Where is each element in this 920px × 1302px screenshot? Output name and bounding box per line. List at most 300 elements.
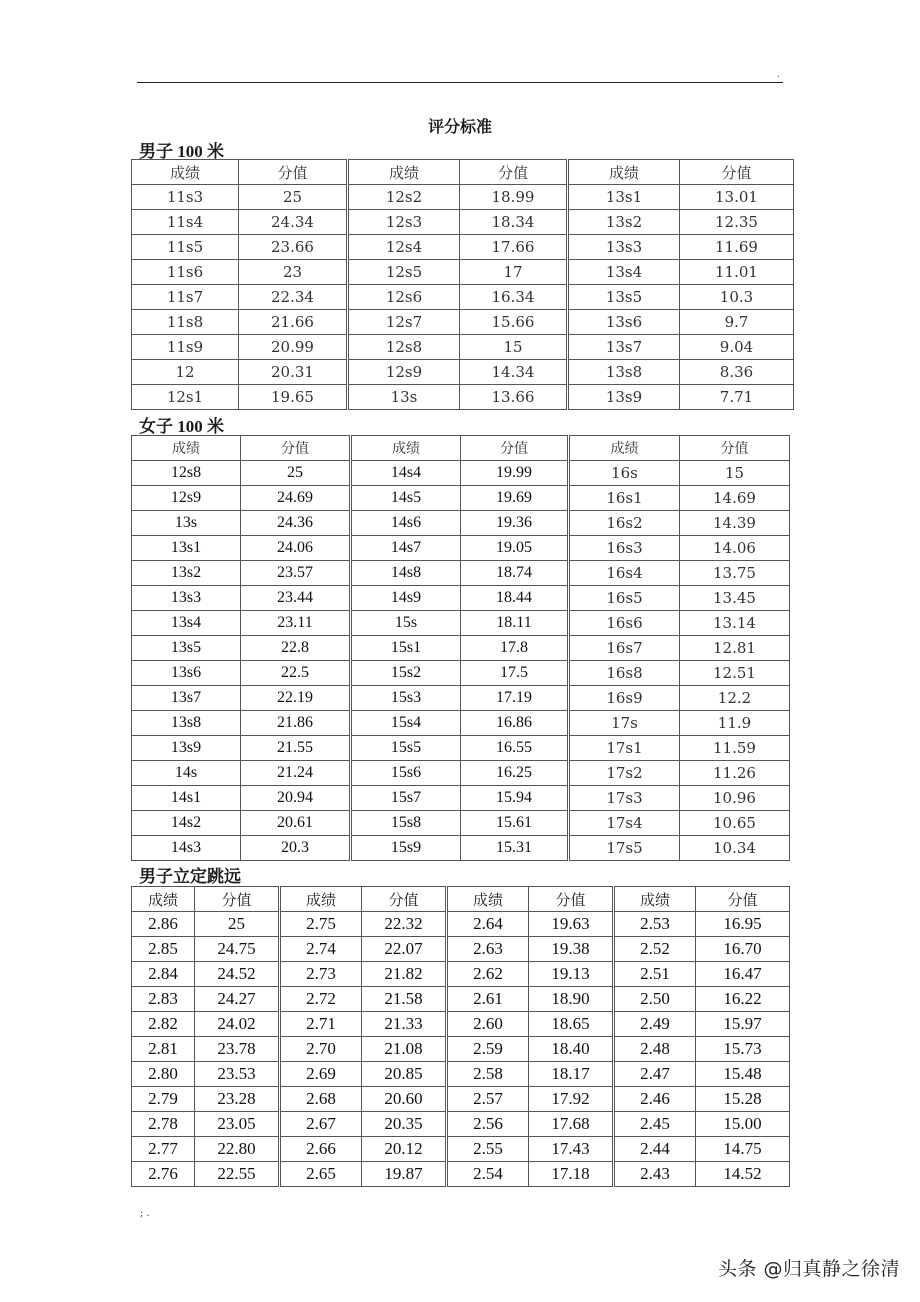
score-cell: 15.94 [461, 786, 569, 811]
result-cell: 13s4 [132, 611, 241, 636]
result-cell: 2.59 [447, 1037, 529, 1062]
score-cell: 21.24 [241, 761, 351, 786]
score-cell: 24.75 [195, 937, 280, 962]
score-cell: 11.59 [680, 736, 790, 761]
result-cell: 2.85 [132, 937, 195, 962]
table-row [132, 1087, 790, 1112]
result-cell: 2.72 [280, 987, 362, 1012]
result-cell: 13s6 [132, 661, 241, 686]
result-cell: 16s1 [569, 486, 680, 511]
column-header-score: 分值 [460, 160, 568, 185]
result-cell: 2.45 [614, 1112, 696, 1137]
column-header-result: 成绩 [132, 160, 239, 185]
score-cell: 11.69 [680, 235, 794, 260]
score-cell: 23.66 [239, 235, 348, 260]
result-cell: 17s3 [569, 786, 680, 811]
score-cell: 17 [460, 260, 568, 285]
column-header-score: 分值 [362, 887, 447, 912]
result-cell: 2.49 [614, 1012, 696, 1037]
table-row [132, 686, 790, 711]
result-cell: 12s8 [132, 461, 241, 486]
section-title-women-100m: 女子 100 米 [139, 417, 224, 436]
result-cell: 2.78 [132, 1112, 195, 1137]
result-cell: 14s [132, 761, 241, 786]
score-cell: 15.66 [460, 310, 568, 335]
table-row [132, 736, 790, 761]
score-cell: 18.17 [529, 1062, 614, 1087]
result-cell: 12 [132, 360, 239, 385]
result-cell: 12s4 [348, 235, 460, 260]
score-cell: 16.34 [460, 285, 568, 310]
score-cell: 21.66 [239, 310, 348, 335]
score-cell: 19.36 [461, 511, 569, 536]
column-header-score: 分值 [680, 436, 790, 461]
score-cell: 22.34 [239, 285, 348, 310]
result-cell: 16s3 [569, 536, 680, 561]
column-header-score: 分值 [680, 160, 794, 185]
table-header-row [132, 436, 790, 461]
result-cell: 15s7 [351, 786, 461, 811]
result-cell: 2.62 [447, 962, 529, 987]
result-cell: 12s2 [348, 185, 460, 210]
score-cell: 22.07 [362, 937, 447, 962]
result-cell: 2.64 [447, 912, 529, 937]
score-cell: 20.3 [241, 836, 351, 861]
table-row [132, 636, 790, 661]
score-cell: 20.94 [241, 786, 351, 811]
table-row [132, 310, 794, 335]
table-header-row [132, 887, 790, 912]
score-cell: 11.26 [680, 761, 790, 786]
score-cell: 12.35 [680, 210, 794, 235]
result-cell: 2.44 [614, 1137, 696, 1162]
result-cell: 13s9 [568, 385, 680, 410]
score-cell: 25 [195, 912, 280, 937]
result-cell: 16s6 [569, 611, 680, 636]
score-cell: 20.60 [362, 1087, 447, 1112]
result-cell: 12s9 [348, 360, 460, 385]
section-title-men-100m: 男子 100 米 [139, 142, 224, 161]
result-cell: 17s5 [569, 836, 680, 861]
score-cell: 24.34 [239, 210, 348, 235]
score-cell: 22.5 [241, 661, 351, 686]
table-row [132, 1062, 790, 1087]
score-cell: 9.7 [680, 310, 794, 335]
score-cell: 15.97 [696, 1012, 790, 1037]
result-cell: 11s5 [132, 235, 239, 260]
score-cell: 25 [239, 185, 348, 210]
table-row [132, 836, 790, 861]
result-cell: 2.86 [132, 912, 195, 937]
result-cell: 12s5 [348, 260, 460, 285]
table-row [132, 937, 790, 962]
result-cell: 13s6 [568, 310, 680, 335]
result-cell: 16s4 [569, 561, 680, 586]
table-row [132, 210, 794, 235]
result-cell: 13s1 [568, 185, 680, 210]
score-cell: 12.2 [680, 686, 790, 711]
score-cell: 22.80 [195, 1137, 280, 1162]
column-header-result: 成绩 [132, 887, 195, 912]
result-cell: 13s5 [568, 285, 680, 310]
score-cell: 18.11 [461, 611, 569, 636]
column-header-score: 分值 [696, 887, 790, 912]
result-cell: 14s4 [351, 461, 461, 486]
result-cell: 17s4 [569, 811, 680, 836]
section-title-men-standing-long-jump: 男子立定跳远 [139, 867, 241, 886]
score-cell: 19.99 [461, 461, 569, 486]
score-cell: 24.27 [195, 987, 280, 1012]
result-cell: 14s9 [351, 586, 461, 611]
score-cell: 16.55 [461, 736, 569, 761]
result-cell: 14s3 [132, 836, 241, 861]
table-row [132, 1037, 790, 1062]
result-cell: 11s6 [132, 260, 239, 285]
score-cell: 20.35 [362, 1112, 447, 1137]
score-cell: 19.65 [239, 385, 348, 410]
result-cell: 12s8 [348, 335, 460, 360]
table-row [132, 536, 790, 561]
score-cell: 17.43 [529, 1137, 614, 1162]
score-cell: 19.69 [461, 486, 569, 511]
table-row [132, 1112, 790, 1137]
score-cell: 15.00 [696, 1112, 790, 1137]
column-header-result: 成绩 [351, 436, 461, 461]
score-cell: 24.02 [195, 1012, 280, 1037]
score-cell: 19.87 [362, 1162, 447, 1187]
result-cell: 13s5 [132, 636, 241, 661]
result-cell: 15s1 [351, 636, 461, 661]
table-row [132, 761, 790, 786]
result-cell: 2.77 [132, 1137, 195, 1162]
table-row [132, 661, 790, 686]
result-cell: 2.50 [614, 987, 696, 1012]
score-cell: 9.04 [680, 335, 794, 360]
score-cell: 24.06 [241, 536, 351, 561]
score-cell: 24.36 [241, 511, 351, 536]
score-cell: 21.58 [362, 987, 447, 1012]
score-cell: 12.51 [680, 661, 790, 686]
score-cell: 17.8 [461, 636, 569, 661]
table-row [132, 511, 790, 536]
result-cell: 2.68 [280, 1087, 362, 1112]
score-cell: 8.36 [680, 360, 794, 385]
table-row [132, 360, 794, 385]
score-cell: 20.61 [241, 811, 351, 836]
result-cell: 14s2 [132, 811, 241, 836]
score-cell: 17.19 [461, 686, 569, 711]
score-cell: 16.86 [461, 711, 569, 736]
score-cell: 12.81 [680, 636, 790, 661]
score-cell: 17.92 [529, 1087, 614, 1112]
score-cell: 10.34 [680, 836, 790, 861]
score-cell: 20.31 [239, 360, 348, 385]
score-cell: 16.25 [461, 761, 569, 786]
result-cell: 13s7 [132, 686, 241, 711]
result-cell: 2.74 [280, 937, 362, 962]
result-cell: 14s7 [351, 536, 461, 561]
score-cell: 23.44 [241, 586, 351, 611]
column-header-score: 分值 [241, 436, 351, 461]
score-cell: 23.28 [195, 1087, 280, 1112]
result-cell: 2.81 [132, 1037, 195, 1062]
result-cell: 2.56 [447, 1112, 529, 1137]
table-row [132, 611, 790, 636]
result-cell: 2.69 [280, 1062, 362, 1087]
result-cell: 2.58 [447, 1062, 529, 1087]
score-cell: 16.47 [696, 962, 790, 987]
result-cell: 13s8 [568, 360, 680, 385]
score-cell: 11.9 [680, 711, 790, 736]
table-row [132, 335, 794, 360]
score-cell: 17.5 [461, 661, 569, 686]
table-row [132, 987, 790, 1012]
result-cell: 13s [132, 511, 241, 536]
result-cell: 16s2 [569, 511, 680, 536]
result-cell: 15s6 [351, 761, 461, 786]
result-cell: 2.71 [280, 1012, 362, 1037]
score-cell: 11.01 [680, 260, 794, 285]
score-cell: 23.11 [241, 611, 351, 636]
result-cell: 2.52 [614, 937, 696, 962]
score-cell: 10.65 [680, 811, 790, 836]
result-cell: 2.79 [132, 1087, 195, 1112]
score-cell: 13.45 [680, 586, 790, 611]
score-cell: 24.52 [195, 962, 280, 987]
score-cell: 20.85 [362, 1062, 447, 1087]
result-cell: 2.61 [447, 987, 529, 1012]
table-row [132, 486, 790, 511]
table-row [132, 461, 790, 486]
score-cell: 23.78 [195, 1037, 280, 1062]
score-cell: 15 [680, 461, 790, 486]
score-cell: 18.34 [460, 210, 568, 235]
result-cell: 11s3 [132, 185, 239, 210]
result-cell: 13s9 [132, 736, 241, 761]
result-cell: 2.65 [280, 1162, 362, 1187]
score-cell: 15 [460, 335, 568, 360]
result-cell: 13s2 [568, 210, 680, 235]
watermark: 头条 @归真静之徐清 [717, 1258, 900, 1280]
result-cell: 2.66 [280, 1137, 362, 1162]
score-cell: 18.65 [529, 1012, 614, 1037]
score-cell: 14.69 [680, 486, 790, 511]
table-row [132, 260, 794, 285]
table-row [132, 711, 790, 736]
table-row [132, 811, 790, 836]
score-cell: 17.66 [460, 235, 568, 260]
result-cell: 13s3 [568, 235, 680, 260]
table-row [132, 285, 794, 310]
score-cell: 16.95 [696, 912, 790, 937]
result-cell: 16s7 [569, 636, 680, 661]
score-cell: 17.68 [529, 1112, 614, 1137]
result-cell: 2.55 [447, 1137, 529, 1162]
result-cell: 12s7 [348, 310, 460, 335]
footer-mark: ; . [140, 1208, 150, 1219]
score-cell: 22.55 [195, 1162, 280, 1187]
result-cell: 2.67 [280, 1112, 362, 1137]
result-cell: 15s9 [351, 836, 461, 861]
table-row [132, 1162, 790, 1187]
score-cell: 21.33 [362, 1012, 447, 1037]
result-cell: 16s5 [569, 586, 680, 611]
score-cell: 19.38 [529, 937, 614, 962]
score-cell: 23.05 [195, 1112, 280, 1137]
result-cell: 15s [351, 611, 461, 636]
result-cell: 2.73 [280, 962, 362, 987]
score-cell: 14.52 [696, 1162, 790, 1187]
score-cell: 14.34 [460, 360, 568, 385]
result-cell: 14s8 [351, 561, 461, 586]
result-cell: 12s9 [132, 486, 241, 511]
result-cell: 13s3 [132, 586, 241, 611]
result-cell: 2.63 [447, 937, 529, 962]
score-cell: 17.18 [529, 1162, 614, 1187]
result-cell: 17s1 [569, 736, 680, 761]
column-header-result: 成绩 [280, 887, 362, 912]
result-cell: 17s2 [569, 761, 680, 786]
result-cell: 2.82 [132, 1012, 195, 1037]
result-cell: 16s9 [569, 686, 680, 711]
result-cell: 15s5 [351, 736, 461, 761]
result-cell: 14s6 [351, 511, 461, 536]
score-cell: 16.22 [696, 987, 790, 1012]
result-cell: 2.57 [447, 1087, 529, 1112]
score-cell: 18.74 [461, 561, 569, 586]
score-cell: 24.69 [241, 486, 351, 511]
column-header-result: 成绩 [348, 160, 460, 185]
table-row [132, 235, 794, 260]
column-header-score: 分值 [195, 887, 280, 912]
result-cell: 2.51 [614, 962, 696, 987]
result-cell: 12s6 [348, 285, 460, 310]
result-cell: 16s8 [569, 661, 680, 686]
result-cell: 2.83 [132, 987, 195, 1012]
column-header-result: 成绩 [447, 887, 529, 912]
score-cell: 16.70 [696, 937, 790, 962]
document-title: 评分标准 [427, 119, 492, 136]
result-cell: 2.48 [614, 1037, 696, 1062]
result-cell: 2.60 [447, 1012, 529, 1037]
score-cell: 22.19 [241, 686, 351, 711]
table-row [132, 786, 790, 811]
result-cell: 13s8 [132, 711, 241, 736]
table-row [132, 1012, 790, 1037]
score-cell: 19.63 [529, 912, 614, 937]
header-dot: . [777, 70, 780, 80]
score-cell: 14.39 [680, 511, 790, 536]
score-cell: 22.32 [362, 912, 447, 937]
score-cell: 21.08 [362, 1037, 447, 1062]
result-cell: 2.70 [280, 1037, 362, 1062]
column-header-result: 成绩 [568, 160, 680, 185]
result-cell: 13s4 [568, 260, 680, 285]
table-header-row [132, 160, 794, 185]
score-cell: 18.90 [529, 987, 614, 1012]
score-cell: 10.3 [680, 285, 794, 310]
women-100m-score-table [131, 435, 790, 861]
score-cell: 18.44 [461, 586, 569, 611]
score-cell: 21.86 [241, 711, 351, 736]
score-cell: 15.48 [696, 1062, 790, 1087]
result-cell: 15s3 [351, 686, 461, 711]
result-cell: 11s8 [132, 310, 239, 335]
score-cell: 15.73 [696, 1037, 790, 1062]
score-cell: 22.8 [241, 636, 351, 661]
result-cell: 2.75 [280, 912, 362, 937]
result-cell: 12s1 [132, 385, 239, 410]
result-cell: 2.47 [614, 1062, 696, 1087]
result-cell: 13s1 [132, 536, 241, 561]
result-cell: 2.53 [614, 912, 696, 937]
score-cell: 13.66 [460, 385, 568, 410]
result-cell: 2.54 [447, 1162, 529, 1187]
score-cell: 18.99 [460, 185, 568, 210]
header-rule [137, 82, 783, 83]
score-cell: 23.57 [241, 561, 351, 586]
result-cell: 13s [348, 385, 460, 410]
result-cell: 17s [569, 711, 680, 736]
score-cell: 14.75 [696, 1137, 790, 1162]
score-cell: 23.53 [195, 1062, 280, 1087]
score-cell: 23 [239, 260, 348, 285]
result-cell: 13s7 [568, 335, 680, 360]
score-cell: 13.75 [680, 561, 790, 586]
column-header-result: 成绩 [132, 436, 241, 461]
result-cell: 15s4 [351, 711, 461, 736]
table-row [132, 586, 790, 611]
score-cell: 13.14 [680, 611, 790, 636]
column-header-score: 分值 [529, 887, 614, 912]
result-cell: 11s4 [132, 210, 239, 235]
column-header-result: 成绩 [569, 436, 680, 461]
score-cell: 20.99 [239, 335, 348, 360]
score-cell: 15.61 [461, 811, 569, 836]
score-cell: 10.96 [680, 786, 790, 811]
result-cell: 2.84 [132, 962, 195, 987]
result-cell: 15s8 [351, 811, 461, 836]
table-row [132, 185, 794, 210]
result-cell: 2.80 [132, 1062, 195, 1087]
table-row [132, 962, 790, 987]
result-cell: 16s [569, 461, 680, 486]
result-cell: 2.76 [132, 1162, 195, 1187]
score-cell: 25 [241, 461, 351, 486]
result-cell: 2.46 [614, 1087, 696, 1112]
score-cell: 21.55 [241, 736, 351, 761]
result-cell: 15s2 [351, 661, 461, 686]
score-cell: 15.31 [461, 836, 569, 861]
result-cell: 14s1 [132, 786, 241, 811]
score-cell: 19.05 [461, 536, 569, 561]
result-cell: 11s7 [132, 285, 239, 310]
column-header-score: 分值 [239, 160, 348, 185]
table-row [132, 912, 790, 937]
score-cell: 15.28 [696, 1087, 790, 1112]
score-cell: 20.12 [362, 1137, 447, 1162]
column-header-result: 成绩 [614, 887, 696, 912]
result-cell: 12s3 [348, 210, 460, 235]
score-cell: 19.13 [529, 962, 614, 987]
table-row [132, 1137, 790, 1162]
score-cell: 14.06 [680, 536, 790, 561]
result-cell: 11s9 [132, 335, 239, 360]
result-cell: 14s5 [351, 486, 461, 511]
score-cell: 18.40 [529, 1037, 614, 1062]
column-header-score: 分值 [461, 436, 569, 461]
score-cell: 7.71 [680, 385, 794, 410]
